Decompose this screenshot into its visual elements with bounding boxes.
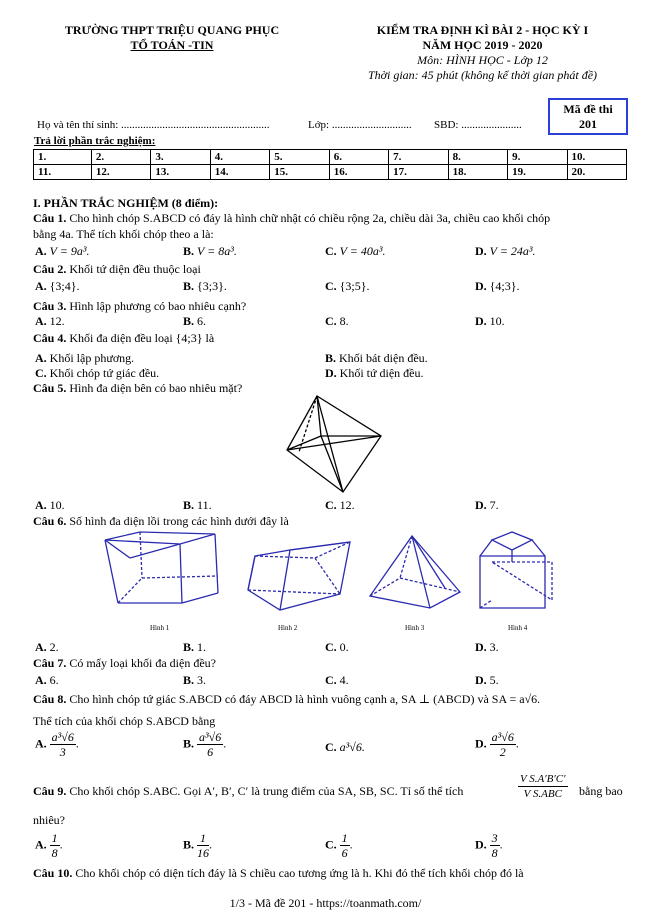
exam-title: KIỂM TRA ĐỊNH KÌ BÀI 2 - HỌC KỲ I [376, 23, 589, 37]
answer-cell[interactable]: 14. [210, 165, 269, 180]
subject-line: Môn: HÌNH HỌC - Lớp 12 [417, 53, 548, 67]
department-name: TỔ TOÁN -TIN [130, 38, 214, 52]
q1-text: Cho hình chóp S.ABCD có đáy là hình chữ nhật có chiều rộng 2a, chiều dài 3a, chiều cao khối chóp [69, 211, 551, 225]
q6-option-d[interactable]: D. 3. [475, 640, 499, 654]
answer-cell[interactable]: 17. [389, 165, 448, 180]
answer-cell[interactable]: 18. [448, 165, 507, 180]
exam-code-box [548, 98, 628, 135]
answer-cell[interactable]: 16. [329, 165, 388, 180]
student-name-field[interactable]: Họ và tên thí sinh: ...................................................... [37, 119, 270, 131]
question-5: Câu 5. Hình đa diện bên có bao nhiêu mặt? [33, 381, 243, 395]
q7-option-a[interactable]: A. 6. [35, 673, 59, 687]
question-9: Câu 9. Cho khối chóp S.ABC. Gọi A′, B′, C′ là trung điểm của SA, SB, SC. Tỉ số thể tích [33, 784, 464, 798]
q4-option-a[interactable]: A. Khối lập phương. [35, 351, 135, 365]
figure-2-caption: Hình 2 [278, 624, 298, 632]
q1-option-c[interactable]: C. V = 40a³. [325, 244, 386, 258]
q9-text-2: nhiêu? [33, 813, 65, 827]
volume-ratio: $\frac{\text{V S.A′B′C′}}{\text{V S.ABC}}$ [520, 773, 566, 800]
q5-option-d[interactable]: D. 7. [475, 498, 499, 512]
answer-cell[interactable]: 19. [508, 165, 567, 180]
q1-option-a[interactable]: A. V = 9a³. [35, 244, 90, 258]
sbd-field[interactable]: SBD: ...................... [434, 119, 522, 131]
q9-option-c[interactable]: C. $\frac{1}{6}$ . [325, 831, 353, 860]
question-4: Câu 4. Khối đa diện đều loại {4;3} là [33, 331, 215, 345]
question-1 [33, 211, 550, 226]
q8-option-b[interactable]: B. $\frac{\text{a³√6}}{6}$ . [183, 730, 227, 759]
q7-option-c[interactable]: C. 4. [325, 673, 349, 687]
answer-cell[interactable]: 7. [389, 150, 448, 165]
question-3: Câu 3. Hình lập phương có bao nhiêu cạnh? [33, 299, 247, 313]
answer-cell[interactable]: 4. [210, 150, 269, 165]
class-field[interactable]: Lớp: ............................. [308, 119, 412, 131]
q6-option-b[interactable]: B. 1. [183, 640, 207, 654]
q1-text-2: bằng 4a. Thể tích khối chóp theo a là: [33, 227, 214, 241]
q3-option-b[interactable]: B. 6. [183, 314, 207, 328]
exam-code-label: Mã đề thi [563, 102, 613, 116]
q7-option-d[interactable]: D. 5. [475, 673, 499, 687]
q8-option-c[interactable]: C. a³√6. [325, 740, 365, 754]
answer-cell[interactable]: 1. [34, 150, 92, 165]
q9-option-d[interactable]: D. $\frac{3}{8}$ . [475, 831, 503, 860]
q9-text-end: bằng bao [579, 784, 623, 798]
answer-cell[interactable]: 20. [567, 165, 626, 180]
answer-sheet-title: Trả lời phần trắc nghiệm: [34, 135, 156, 147]
q7-option-b[interactable]: B. 3. [183, 673, 207, 687]
q3-option-c[interactable]: C. 8. [325, 314, 349, 328]
answer-cell[interactable]: 9. [508, 150, 567, 165]
q9-option-a[interactable]: A. $\frac{1}{8}$ . [35, 831, 63, 860]
answer-cell[interactable]: 2. [91, 150, 150, 165]
q8-option-d[interactable]: D. $\frac{\text{a³√6}}{2}$ . [475, 730, 519, 759]
q4-option-d[interactable]: D. Khối tứ diện đều. [325, 366, 424, 380]
polyhedra-figures [100, 528, 620, 618]
answer-cell[interactable]: 11. [34, 165, 92, 180]
question-10: Câu 10. Cho khối chóp có diện tích đáy là S chiều cao tương ứng là h. Khi đó thể tích khối chóp đó là [33, 866, 524, 880]
figure-4-caption: Hình 4 [508, 624, 528, 632]
q8-text-2: Thể tích của khối chóp S.ABCD bằng [33, 714, 216, 728]
q9-option-b[interactable]: B. $\frac{1}{16}$ . [183, 831, 213, 860]
question-2: Câu 2. Khối tứ diện đều thuộc loại [33, 262, 201, 276]
answer-cell[interactable]: 10. [567, 150, 626, 165]
page-footer: 1/3 - Mã đề 201 - https://toanmath.com/ [229, 896, 422, 910]
q5-option-c[interactable]: C. 12. [325, 498, 355, 512]
school-year: NĂM HỌC 2019 - 2020 [422, 38, 543, 52]
q1-option-b[interactable]: B. V = 8a³. [183, 244, 237, 258]
answer-cell[interactable]: 12. [91, 165, 150, 180]
answer-cell[interactable]: 8. [448, 150, 507, 165]
q2-option-d[interactable]: D. {4;3}. [475, 279, 520, 293]
answer-cell[interactable]: 15. [270, 165, 329, 180]
q8-option-a[interactable]: A. $\frac{\text{a³√6}}{3}$ . [35, 730, 79, 759]
exam-code: 201 [579, 117, 597, 131]
question-8: Câu 8. Cho hình chóp tứ giác S.ABCD có đáy ABCD là hình vuông cạnh a, SA ⊥ (ABCD) và SA = a√6. [33, 692, 541, 706]
school-name: TRƯỜNG THPT TRIỆU QUANG PHỤC [64, 23, 280, 37]
time-line: Thời gian: 45 phút (không kể thời gian phát đề) [367, 68, 598, 82]
q5-option-b[interactable]: B. 11. [183, 498, 212, 512]
q2-option-a[interactable]: A. {3;4}. [35, 279, 80, 293]
section-title: I. PHẦN TRẮC NGHIỆM (8 điểm): [33, 196, 219, 210]
question-6: Câu 6. Số hình đa diện lồi trong các hình dưới đây là [33, 514, 289, 528]
answer-cell[interactable]: 6. [329, 150, 388, 165]
q6-option-c[interactable]: C. 0. [325, 640, 349, 654]
q4-option-c[interactable]: C. Khối chóp tứ giác đều. [35, 366, 160, 380]
figure-1-caption: Hình 1 [150, 624, 170, 632]
octahedron-figure [283, 394, 383, 494]
q3-option-d[interactable]: D. 10. [475, 314, 505, 328]
q1-option-d[interactable]: D. V = 24a³. [475, 244, 536, 258]
q3-option-a[interactable]: A. 12. [35, 314, 65, 328]
q5-option-a[interactable]: A. 10. [35, 498, 65, 512]
figure-3-caption: Hình 3 [405, 624, 425, 632]
answer-cell[interactable]: 3. [151, 150, 210, 165]
q6-option-a[interactable]: A. 2. [35, 640, 59, 654]
question-7: Câu 7. Có mấy loại khối đa diện đều? [33, 656, 216, 670]
answer-sheet-table [33, 149, 627, 180]
q2-option-c[interactable]: C. {3;5}. [325, 279, 370, 293]
q2-option-b[interactable]: B. {3;3}. [183, 279, 227, 293]
answer-cell[interactable]: 5. [270, 150, 329, 165]
q1-label: Câu 1. [33, 211, 67, 225]
q4-option-b[interactable]: B. Khối bát diện đều. [325, 351, 428, 365]
answer-cell[interactable]: 13. [151, 165, 210, 180]
